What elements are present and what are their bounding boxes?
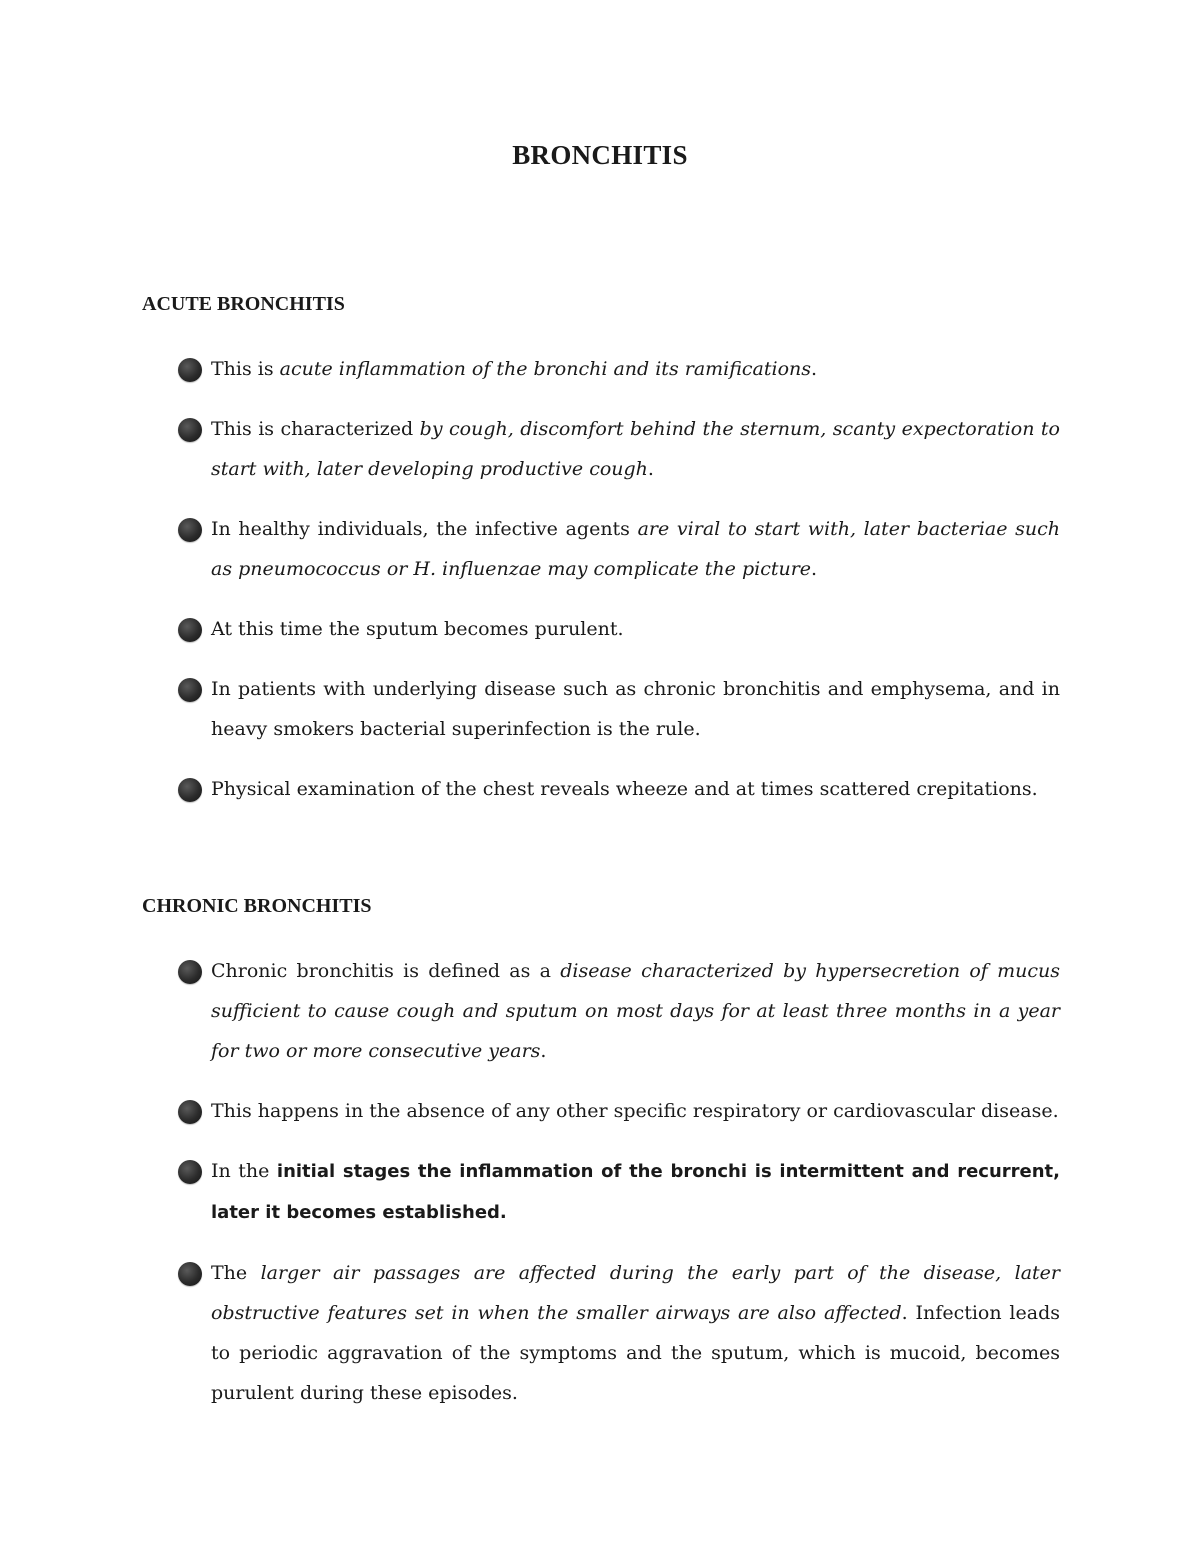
item-text-italic: disease characterized by hypersecretion of mucus sufficient to cause cough and sputum on most days for at least three months in a year for two or more consecutive years xyxy=(211,960,1060,1062)
item-text-italic: larger air passages are affected during the early part of the disease, later obstructive features set in when the smaller airways are also affected xyxy=(211,1262,1060,1324)
list-item xyxy=(142,669,1060,749)
bullet-dot-icon xyxy=(178,358,202,382)
list-item xyxy=(142,609,1060,649)
item-text: In healthy individuals, the infective agents xyxy=(211,518,638,540)
list-item xyxy=(142,1151,1060,1233)
item-text-end: . xyxy=(540,1040,547,1062)
item-text-italic: acute inflammation of the bronchi and its ramifications xyxy=(279,358,812,380)
item-text: The xyxy=(211,1262,261,1284)
list-item xyxy=(142,509,1060,589)
bullet-dot-icon xyxy=(178,1262,202,1286)
item-text-italic: by cough, discomfort behind the sternum, scanty expectoration to start with, later developing productive cough xyxy=(211,418,1060,480)
item-text-end: . xyxy=(811,358,818,380)
list-item xyxy=(142,1091,1060,1131)
section-chronic-bronchitis xyxy=(142,891,1060,1413)
bullet-dot-icon xyxy=(178,778,202,802)
list-item xyxy=(142,409,1060,489)
list-item xyxy=(142,951,1060,1071)
section-heading-chronic: CHRONIC BRONCHITIS xyxy=(142,895,372,917)
list-item xyxy=(142,1253,1060,1413)
section-heading-acute: ACUTE BRONCHITIS xyxy=(142,293,345,315)
acute-bullet-list xyxy=(142,349,1060,809)
item-text: In patients with underlying disease such as chronic bronchitis and emphysema, and in heavy smokers bacterial superinfection is the rule. xyxy=(211,678,1060,740)
bullet-dot-icon xyxy=(178,418,202,442)
bullet-dot-icon xyxy=(178,678,202,702)
item-text: Physical examination of the chest reveals wheeze and at times scattered crepitations. xyxy=(211,778,1038,800)
bullet-dot-icon xyxy=(178,1100,202,1124)
bullet-dot-icon xyxy=(178,518,202,542)
bullet-dot-icon xyxy=(178,1160,202,1184)
item-text: Chronic bronchitis is defined as a xyxy=(211,960,561,982)
item-text: In the xyxy=(211,1160,277,1182)
item-text: At this time the sputum becomes purulent. xyxy=(211,618,624,640)
item-text-end: . Infection leads to periodic aggravation of the symptoms and the sputum, which is mucoid, becomes purulent during these episodes. xyxy=(211,1302,1060,1404)
item-text: This happens in the absence of any other specific respiratory or cardiovascular disease. xyxy=(211,1100,1059,1122)
chronic-bullet-list xyxy=(142,951,1060,1413)
page-title: BRONCHITIS xyxy=(512,140,688,170)
list-item xyxy=(142,349,1060,389)
item-text: This is xyxy=(211,358,280,380)
bullet-dot-icon xyxy=(178,618,202,642)
item-text-end: . xyxy=(811,558,818,580)
item-text-italic: are viral to start with, later bacteriae such as pneumococcus or H. influenzae may complicate the picture xyxy=(211,518,1060,580)
item-text: This is characterized xyxy=(211,418,420,440)
section-acute-bronchitis xyxy=(142,289,1060,809)
bullet-dot-icon xyxy=(178,960,202,984)
list-item xyxy=(142,769,1060,809)
item-text-bold: initial stages the inflammation of the bronchi is intermittent and recurrent, later it becomes established. xyxy=(211,1161,1060,1223)
item-text-end: . xyxy=(647,458,654,480)
